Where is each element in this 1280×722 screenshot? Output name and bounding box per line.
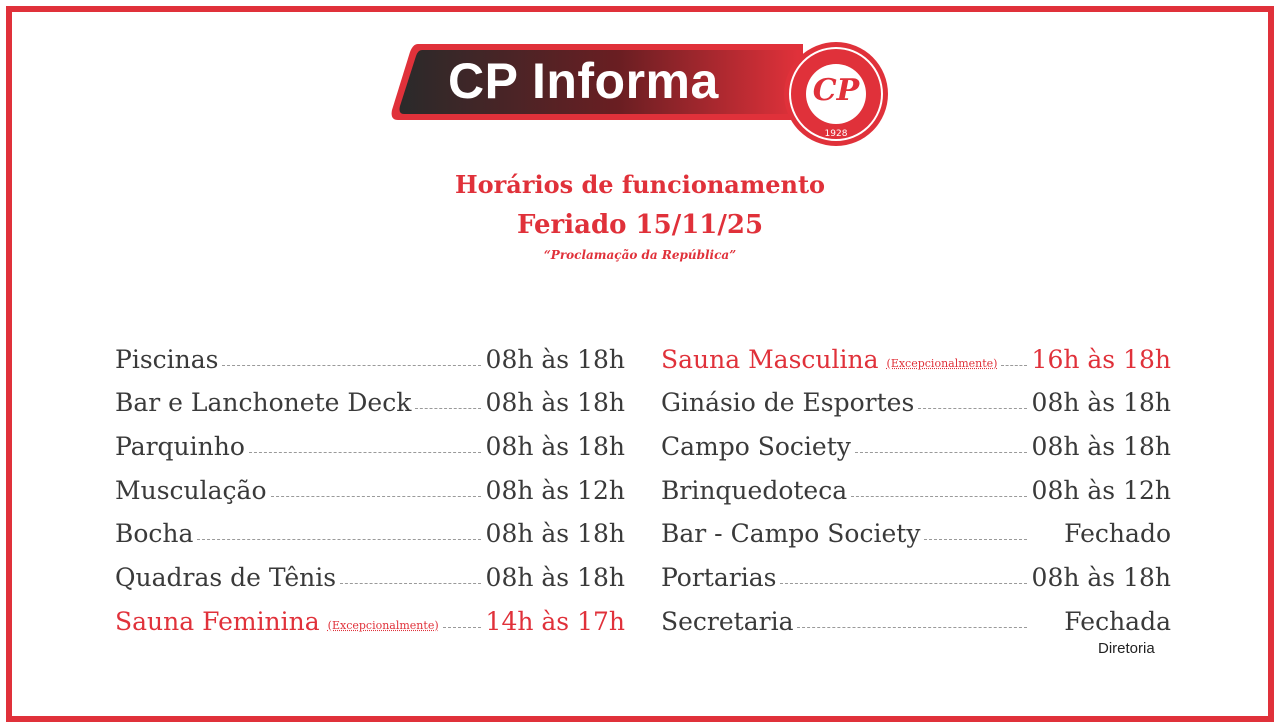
schedule-row: [115, 330, 625, 374]
opening-hours: 08h às 18h: [485, 344, 625, 374]
opening-hours: 08h às 18h: [1031, 432, 1171, 462]
schedule-row: [661, 374, 1171, 418]
schedule-row: [661, 461, 1171, 505]
opening-hours: 14h às 17h: [485, 606, 625, 636]
dotted-leader: [222, 365, 481, 366]
dotted-leader: [340, 583, 481, 584]
signature: Diretoria: [1098, 640, 1155, 657]
facility-note: (Excepcionalmente): [327, 618, 439, 632]
schedule-row: [661, 592, 1171, 636]
svg-text:CP: CP: [812, 73, 860, 108]
schedule-row: [115, 417, 625, 461]
facility-name: Ginásio de Esportes: [661, 388, 915, 418]
schedule-right-column: [661, 330, 1171, 636]
dotted-leader: [780, 583, 1027, 584]
dotted-leader: [271, 496, 482, 497]
facility-name: Campo Society: [661, 432, 851, 462]
schedule-row: [115, 461, 625, 505]
schedule-row: [661, 505, 1171, 549]
schedule-row: [661, 548, 1171, 592]
opening-hours: Fechado: [1064, 519, 1171, 549]
schedule-title: Horários de funcionamento: [454, 170, 826, 199]
banner-title: CP Informa: [448, 53, 719, 109]
dotted-leader: [855, 452, 1027, 453]
dotted-leader: [797, 627, 1027, 628]
schedule-row: [661, 330, 1171, 374]
schedule-row: [115, 548, 625, 592]
opening-hours: Fechada: [1064, 606, 1171, 636]
opening-hours: 08h às 18h: [485, 432, 625, 462]
facility-name: Brinquedoteca: [661, 475, 848, 505]
facility-name: Bar e Lanchonete Deck: [115, 388, 412, 418]
club-seal-logo: [782, 40, 890, 148]
schedule-left-column: [115, 330, 625, 636]
dotted-leader: [197, 539, 481, 540]
schedule-row: [115, 505, 625, 549]
schedule-row: [115, 592, 625, 636]
opening-hours: 08h às 18h: [485, 388, 625, 418]
dotted-leader: [924, 539, 1027, 540]
facility-name: Bocha: [115, 519, 194, 549]
opening-hours: 16h às 18h: [1031, 344, 1171, 374]
facility-note: (Excepcionalmente): [886, 356, 998, 370]
facility-name: Musculação: [115, 475, 267, 505]
opening-hours: 08h às 12h: [485, 475, 625, 505]
facility-name: Bar - Campo Society: [661, 519, 921, 549]
facility-name: Secretaria: [661, 606, 794, 636]
opening-hours: 08h às 12h: [1031, 475, 1171, 505]
facility-name: Piscinas: [115, 344, 219, 374]
facility-name: Parquinho: [115, 432, 245, 462]
opening-hours: 08h às 18h: [1031, 388, 1171, 418]
dotted-leader: [443, 627, 481, 628]
dotted-leader: [415, 408, 481, 409]
dotted-leader: [1001, 365, 1027, 366]
svg-text:1928: 1928: [824, 129, 848, 139]
schedule-row: [661, 417, 1171, 461]
facility-name: Sauna Feminina: [115, 606, 320, 636]
opening-hours: 08h às 18h: [485, 519, 625, 549]
facility-name: Portarias: [661, 563, 777, 593]
dotted-leader: [851, 496, 1027, 497]
holiday-name: “Proclamação da República”: [543, 248, 737, 262]
opening-hours: 08h às 18h: [485, 563, 625, 593]
opening-hours: 08h às 18h: [1031, 563, 1171, 593]
holiday-date: Feriado 15/11/25: [516, 210, 764, 240]
schedule-row: [115, 374, 625, 418]
dotted-leader: [249, 452, 481, 453]
facility-name: Quadras de Tênis: [115, 563, 337, 593]
dotted-leader: [918, 408, 1027, 409]
facility-name: Sauna Masculina: [661, 344, 879, 374]
